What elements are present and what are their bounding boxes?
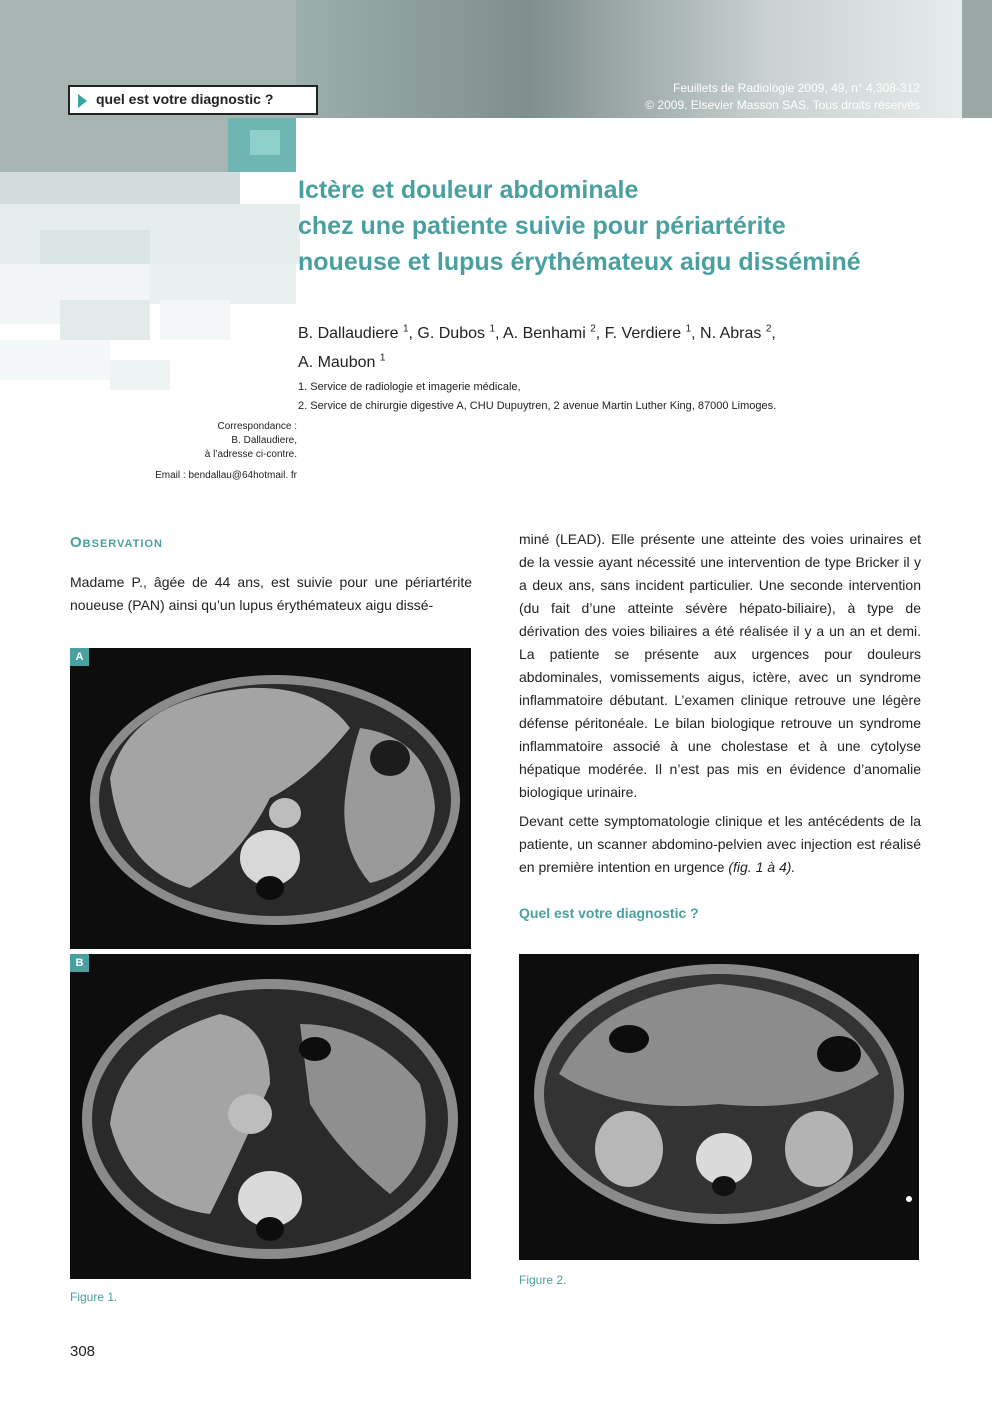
section-heading: Observation xyxy=(70,534,163,551)
panel-label-b: B xyxy=(70,954,89,972)
figure-1-caption: Figure 1. xyxy=(70,1290,118,1304)
header-right-strip xyxy=(962,0,992,118)
ct-scan-figure-2 xyxy=(519,954,919,1260)
title-line: Ictère et douleur abdominale xyxy=(298,176,639,204)
correspondence-address: à l’adresse ci-contre. xyxy=(204,449,297,460)
ct-scan-figure-1b xyxy=(70,954,471,1279)
author: A. Benhami $^2$, xyxy=(503,324,605,343)
tag-label: quel est votre diagnostic ? xyxy=(96,91,274,107)
author: B. Dallaudiere $^1$, xyxy=(298,324,418,343)
author: G. Dubos $^1$, xyxy=(417,324,504,343)
email: Email : bendallau@64hotmail. fr xyxy=(155,470,297,481)
paragraph-right-1: miné (LEAD). Elle présente une atteinte des voies urinaires et de la vessie ayant nécessité une intervention de type Bricker il y a deux ans, sans incident particulier. Une seconde intervention (du fait d’une atteinte sévère hépato-biliaire), à type de dérivation des voies biliaires a été réalisée il y a un an et demi. La patiente se présente aux urgences pour douleurs abdominales, vomissements aigus, ictère, avec un syndrome inflammatoire débutant. L’examen clinique retrouve une légère défense péritonéale. Le bilan biologique retrouve un syndrome inflammatoire associé à une cholestase et à une cytolyse hépatique modérée. Il n’est pas mis en évidence d’anomalie biologique urinaire. xyxy=(519,531,921,800)
correspondence-label: Correspondance : xyxy=(217,421,297,432)
author: A. Maubon $^1$ xyxy=(298,352,386,371)
affiliations xyxy=(298,378,938,416)
author-list xyxy=(298,318,918,375)
correspondence xyxy=(100,420,297,462)
journal-info xyxy=(645,80,920,114)
author: F. Verdiere $^1$, xyxy=(604,324,701,343)
ct-scan-figure-1a xyxy=(70,648,471,949)
author: N. Abras $^2$, xyxy=(700,324,776,343)
play-arrow-icon xyxy=(78,94,87,108)
panel-label-a: A xyxy=(70,648,89,666)
affiliation: 1. Service de radiologie et imagerie médicale, xyxy=(298,381,521,393)
journal-citation: Feuillets de Radiologie 2009, 49, n° 4,308-312 xyxy=(673,81,920,95)
paragraph-left: Madame P., âgée de 44 ans, est suivie pour une périartérite noueuse (PAN) ainsi qu’un lupus érythémateux aigu dissé- xyxy=(70,574,472,613)
affiliation: 2. Service de chirurgie digestive A, CHU Dupuytren, 2 avenue Martin Luther King, 87000 Limoges. xyxy=(298,400,777,412)
correspondence-name: B. Dallaudiere, xyxy=(231,435,297,446)
title-line: noueuse et lupus érythémateux aigu disséminé xyxy=(298,248,861,276)
page-number: 308 xyxy=(70,1343,96,1360)
paragraph-right-2: Devant cette symptomatologie clinique et les antécédents de la patiente, un scanner abdomino-pelvien avec injection est réalisé en première intention en urgence (fig. 1 à 4). xyxy=(519,813,921,875)
title-line: chez une patiente suivie pour périartérite xyxy=(298,212,786,240)
question-heading: Quel est votre diagnostic ? xyxy=(519,905,699,921)
copyright: © 2009. Elsevier Masson SAS. Tous droits réservés xyxy=(645,98,920,112)
figure-2-caption: Figure 2. xyxy=(519,1273,567,1287)
diagnostic-tag xyxy=(68,85,318,115)
article-title xyxy=(298,172,938,280)
figure-reference: (fig. 1 à 4). xyxy=(728,859,796,875)
